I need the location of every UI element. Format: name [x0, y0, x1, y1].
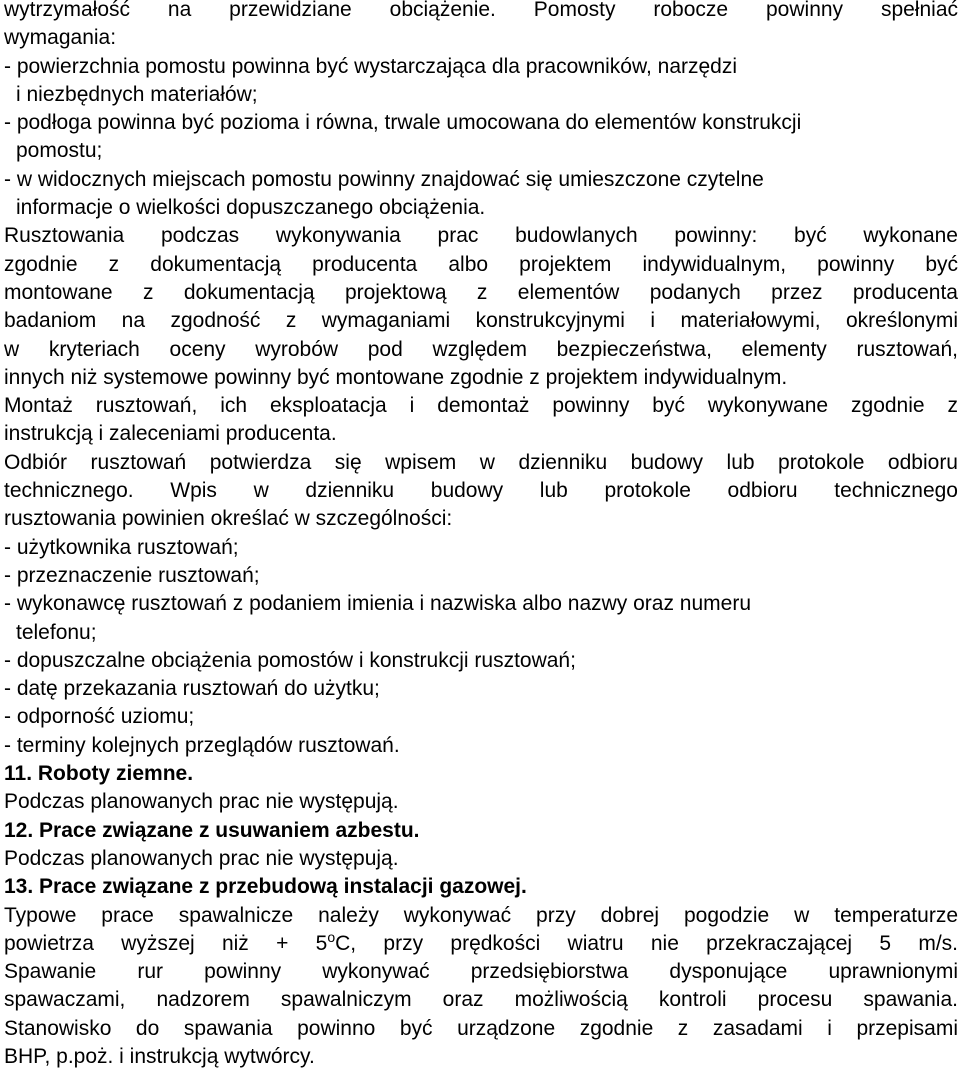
paragraph-line-temperature — [4, 930, 958, 958]
list-item: - podłoga powinna być pozioma i równa, trwale umocowana do elementów konstrukcji — [4, 111, 802, 135]
paragraph-line: Spawanie rur powinny wykonywać przedsiębiorstwa dysponujące uprawnionymi — [4, 960, 958, 984]
temperature-text-before: powietrza wyższej niż + 5 — [4, 931, 328, 955]
degree-superscript: o — [327, 929, 336, 945]
list-item: - w widocznych miejscach pomostu powinny znajdować się umieszczone czytelne — [4, 167, 764, 191]
paragraph-line: wytrzymałość na przewidziane obciążenie. Pomosty robocze powinny spełniać — [4, 0, 958, 21]
list-item-continuation: informacje o wielkości dopuszczanego obciążenia. — [16, 196, 486, 220]
list-item: - odporność uziomu; — [4, 705, 195, 729]
paragraph-line: Typowe prace spawalnicze należy wykonywać przy dobrej pogodzie w temperaturze — [4, 903, 958, 927]
section-heading: 11. Roboty ziemne. — [4, 762, 194, 786]
paragraph-line: Odbiór rusztowań potwierdza się wpisem w dzienniku budowy lub protokole odbioru — [4, 450, 958, 474]
paragraph-line: instrukcją i zaleceniami producenta. — [4, 422, 337, 446]
section-heading: 13. Prace związane z przebudową instalacji gazowej. — [4, 875, 527, 899]
paragraph-line: w kryteriach oceny wyrobów pod względem bezpieczeństwa, elementy rusztowań, — [4, 337, 958, 361]
paragraph-line: zgodnie z dokumentacją producenta albo projektem indywidualnym, powinny być — [4, 252, 958, 276]
paragraph-line: rusztowania powinien określać w szczególności: — [4, 507, 453, 531]
list-item: - wykonawcę rusztowań z podaniem imienia i nazwiska albo nazwy oraz numeru — [4, 592, 752, 616]
temperature-text-after: C, przy prędkości wiatru nie przekraczającej 5 m/s. — [335, 931, 958, 955]
list-item: - terminy kolejnych przeglądów rusztowań. — [4, 733, 400, 757]
paragraph-line: Montaż rusztowań, ich eksploatacja i demontaż powinny być wykonywane zgodnie z — [4, 394, 958, 418]
list-item-continuation: i niezbędnych materiałów; — [16, 82, 258, 106]
list-item: - dopuszczalne obciążenia pomostów i konstrukcji rusztowań; — [4, 648, 576, 672]
paragraph-line: montowane z dokumentacją projektową z elementów podanych przez producenta — [4, 280, 958, 304]
list-item: - użytkownika rusztowań; — [4, 535, 239, 559]
list-item-continuation: telefonu; — [16, 620, 97, 644]
paragraph-line: technicznego. Wpis w dzienniku budowy lub protokole odbioru technicznego — [4, 479, 958, 503]
section-heading: 12. Prace związane z usuwaniem azbestu. — [4, 818, 420, 842]
paragraph-line: Podczas planowanych prac nie występują. — [4, 846, 399, 870]
document-page — [4, 0, 958, 1071]
list-item: - powierzchnia pomostu powinna być wystarczająca dla pracowników, narzędzi — [4, 54, 738, 78]
list-item: - datę przekazania rusztowań do użytku; — [4, 677, 380, 701]
paragraph-line: Stanowisko do spawania powinno być urządzone zgodnie z zasadami i przepisami — [4, 1016, 958, 1040]
paragraph-line: Podczas planowanych prac nie występują. — [4, 790, 399, 814]
paragraph-line: BHP, p.poż. i instrukcją wytwórcy. — [4, 1044, 315, 1068]
paragraph-line: Rusztowania podczas wykonywania prac budowlanych powinny: być wykonane — [4, 224, 958, 248]
paragraph-line: badaniom na zgodność z wymaganiami konstrukcyjnymi i materiałowymi, określonymi — [4, 309, 958, 333]
list-item-continuation: pomostu; — [16, 139, 103, 163]
paragraph-line: innych niż systemowe powinny być montowane zgodnie z projektem indywidualnym. — [4, 365, 788, 389]
paragraph-line: spawaczami, nadzorem spawalniczym oraz możliwością kontroli procesu spawania. — [4, 988, 958, 1012]
paragraph-line: wymagania: — [4, 26, 117, 50]
list-item: - przeznaczenie rusztowań; — [4, 563, 260, 587]
